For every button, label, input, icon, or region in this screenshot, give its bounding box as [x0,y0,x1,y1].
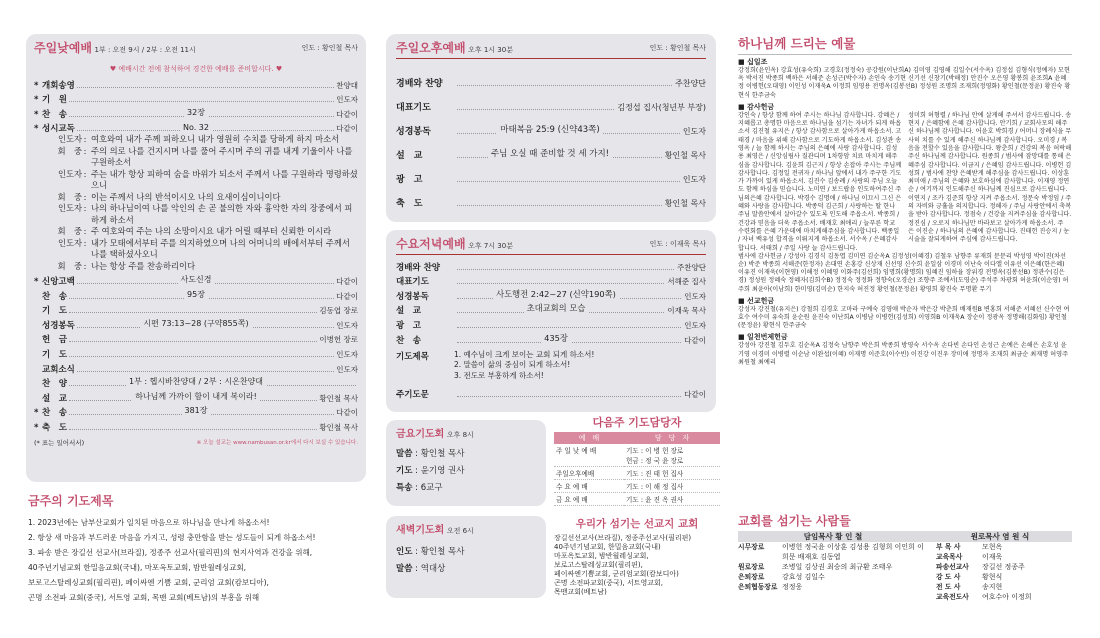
order-mark: * [34,124,39,135]
friday-list [396,446,536,497]
order-center: 1부 : 헵시바찬양대 / 2부 : 시온찬양대 [126,377,266,386]
missions-section [554,516,720,597]
sunday-order-bottom [34,272,358,433]
responsive-text: 나의 하나님이여 나를 악인의 손 곧 불의한 자와 흉악한 자의 장중에서 피하게 하소서 [91,203,353,225]
service-right: 인도자 [682,127,706,136]
thanks-col-right: 성미희 허형렬 / 하나님 안에 살게해 주셔서 감사드립니다. 송현지 / 은혜함에 은혜 감사합니다. 안기희 / 교회사모의 해주신 하나님께 감사합니다. 어윤호 박희경 / 어머니 장례식을 무사히 치를 수 있게 해주신 하나님께 감사합니다. 오미경 / 복음을 전할수 있음을 감사합니다. 왕춘희 / 건강의 복음 허락해주신 하나님께 감사합니다. 원종희 / 범사에 잠망대를 통해 은혜주심 감사합니다. 이금지 / 은혜임 감사드립니다. 이병헌 김성희 / 범사에 찬양 은혜받게 해주심을 감사드립니다. 이상훈 최미애 / 주님의 은혜와 보호하심에 감사합니다. 이재영 정연순 / 여기까지 인도해주신 하나님께 진심으로 감사드립니다. 이연지 / 조카 김준희 항상 지켜 주옵소서. 정문숙 박정임 / 주의 자비와 긍휼을 의지합니다. 정해자 / 주님 사랑안에서 축복을 받아 감사합니다. 정점숙 / 건강을 지켜주심을 감사합니다. 정진심 / 오로지 하나님만 바라보고 살아가게 하옵소서. 주 은 이진순 / 하나님의 은혜에 감사합니다. 진태헌 진승지 / 눈 시술을 잘되게하여 주심에 감사드립니다. [908,111,1072,244]
order-mark: * [34,109,39,120]
thanks-heading: ■ 감사헌금 [738,102,775,111]
service-row [396,273,706,288]
dawn-time: 오전 6시 [446,527,474,535]
next-week-assignee: 기도 : 이 해 정 집사 [626,483,684,491]
dawn-title: 새벽기도회 [396,525,445,536]
order-label [34,421,67,433]
order-row [34,375,358,390]
responsive-text: 내가 모태에서부터 주를 의지하였으며 나의 어머니의 배에서부터 주께서 나를 택하셨사오니 [91,237,350,260]
thanks-col-left: 강인숙 / 항상 함께 하여 주시는 하나님 감사합니다. 강혜은 / 지혜롭고 총명한 마음으로 하나님을 섬기는 자녀가 되게 하옵소서 김진철 유지은 / 항상 감사함으로 살아가게 하옵소서. 고태경 / 마음을 위해 감사함으로 기도하게 하옵소서. 김성관 송영옥 / 늘 함께 하시는 주님의 은혜에 사랑 감사합니다. 김성용 최영은 / 신앙심림사 질관디며 1차항암 치료 마치게 해주심을 감사합니다. 김윤희 김근지 / 항상 손잡아 주시는 주님께 감사합니다. 김정일 전귀자 / 하나님 앞에서 내가 주구한 기도가 가까이 있게 하옵소서. 김진수 김송례 / 사랑의 주님 오늘도 함께 하심을 믿습니다. 노미연 / 보드랍음 인도하여주신 주님의은혜 감사합니다. 박경수 김명애 / 하나님 이끄시 그신 은혜와 사랑을 감사합니다. 박종덕 김근희 / 사랑하는 딸 한나 주님 말씀안에서 살아갈수 있도록 인도해 주옵소서. 박종희 / 건강과 믿음을 더욱 주옵소서. 배재호 최애리 / 늘푸른 학교 수련회를 은혜 가운데에 마치게해주심을 감사합니다. 백종일 / 자녀 백유성 합격을 이뤄지게 하옵소서. 서수옥 / 은혜감사합니다. 서태희 / 주일 사랑 늘 감사드립니다. [738,111,902,252]
service-row [396,113,706,137]
schedule-label: 말씀 [396,449,413,459]
staff-names: 이병헌 정국윤 이상훈 김성용 김형희 이인희 이희문 배재호 김동엽 [782,543,924,561]
service-right: 황인철 목사 [664,151,706,160]
afternoon-header [396,39,706,59]
service-right: 다같이 [684,335,706,345]
wednesday-order [396,258,706,346]
mission-church: 곤명 소전파교회(중국), 서트영교회, [554,579,664,587]
service-label: 성경봉독 [396,291,429,302]
afternoon-order [396,65,706,209]
friday-title: 금요기도회 [396,429,445,440]
staff-names: 이재욱 [982,553,1003,561]
staff-header [738,531,1072,542]
staff-role: 교육전도사 [936,593,969,601]
order-center: 사도신경 [178,275,215,284]
order-label [34,304,67,316]
order-row [34,91,358,106]
responsive-line: 회 중 : 주의 의로 나를 건지시며 나를 풀어 주시며 주의 귀를 내게 기울이사 나를 구원하소서 [34,146,358,169]
prayer-item: 3. 파송 받은 장길선 선교사(브라질), 정종주 선교사(필리핀)의 현지사역과 건강을 위해, [28,548,313,557]
sunday-header [34,39,358,58]
service-right: 황인철 목사 [664,199,706,208]
service-label: 대표기도 [396,103,431,113]
order-center: 32장 [184,108,208,117]
service-row [396,137,706,161]
responsive-speaker: 인도자 [57,203,82,214]
service-label: 광 고 [396,175,423,185]
schedule-value: 황인철 목사 [420,547,465,557]
order-right: 황인철 목사 [319,422,358,432]
order-label [34,79,75,91]
order-row [34,331,358,346]
schedule-label: 기도 [396,466,413,476]
staff-row [738,562,928,572]
schedule-row: 특송 : 6교구 [396,483,443,493]
responsive-line: 회 중 : 주 여호와여 주는 나의 소망이시요 내가 어릴 때부터 신뢰한 이시라 [34,226,358,238]
service-row [396,65,706,89]
thanks-general: 범사에 감사헌금 / 강성아 김경식 김동엽 김미연 김순옥A 김정성(이혜경) 김철우 남향주 류재희 문문리 박성영 박이진(차선순) 박준 박종희 서해준(한정자) 손대연 손홍강 신상재 신선영 신수희 윤일삼 이경미 이난숙 이다엘 이유선 이은혜(한은혜) 이유진 이재욱(이현영) 이해정 이혜영 이화주(김선희) 임명희(황명희) 임혜진 임하율 장위경 전명옥(김봉선B) 정관수(김은경) 정성원 정혜숙 정혜자(김희수B) 정정숙 정정화 정향숙(오경순) 조향주 조예서(도영순) 주석주 차광회 허윤희(이순영) 허주희 최윤아(이남희) 한미영(김미순) 한지숙 허진정 황인철(문정윤) 황영희 황진숙 무명환 무기 [738,252,1069,293]
next-week-assignee: 기도 : 윤 진 옥 권사 [626,496,684,504]
service-label: 성경봉독 [396,127,431,137]
next-week-service: 금 요 예 배 [554,493,624,506]
order-label-text: 축 도 [42,422,67,433]
order-right: 인도자 [336,364,358,374]
schedule-label: 말씀 [396,564,413,574]
service-row [396,302,706,317]
order-mark: * [34,422,39,433]
responsive-text: 주의 의로 나를 건지시며 나를 풀어 주시며 주의 귀를 내게 기울이사 나를 구원하소서 [91,145,353,168]
order-label-text: 신앙고백 [42,276,75,287]
responsive-speaker: 인도자 [57,168,82,179]
order-label [34,333,67,345]
service-row [396,316,706,331]
order-center: 95장 [184,290,208,299]
staff-row [738,582,928,592]
prayer-title: 금주의 기도제목 [28,494,114,508]
order-row [34,105,358,120]
wednesday-prayer-label: 기도제목 [396,351,429,362]
order-label-text: 기 도 [42,349,67,360]
sunday-footnote: (* 표는 일어서서) [34,438,85,447]
order-label-text: 찬 송 [42,291,67,302]
order-label [34,348,67,360]
afternoon-panel [386,34,716,222]
responsive-line: 회 중 : 이는 주께서 나의 반석이시오 나의 요새이심이니이다 [34,192,358,204]
staff-row [738,572,928,582]
afternoon-leader: 인도 : 황인철 목사 [649,43,706,52]
next-week-service: 주일오후예배 [554,467,624,480]
staff-row [936,592,1072,602]
service-row [396,185,706,209]
dawn-list [396,544,536,578]
order-right: 다같이 [336,276,358,286]
service-row [396,161,706,185]
staff-row [936,562,1072,572]
staff-names: 조병일 김상권 최승의 최규환 조태우 [782,563,893,571]
staff-role: 은퇴협동장로 [738,583,778,591]
order-right: 찬양대 [336,80,358,90]
order-label [34,275,75,287]
staff-role: 부 목 사 [936,543,961,551]
service-right: 인도자 [684,320,706,330]
wednesday-title: 수요저녁예배 [396,237,466,251]
staff-names: 정정웅 [782,583,803,591]
service-center: 마태복음 25:9 (신약43쪽) [497,125,602,135]
staff-row [936,572,1072,582]
staff-elders [738,542,928,602]
order-center: No. 32 [180,123,212,132]
afternoon-title: 주일오후예배 [396,41,466,55]
next-week-head: 예 배 [554,432,624,444]
order-row [34,272,358,287]
next-week-section [554,414,720,506]
staff-names: 모현옥 [982,543,1003,551]
next-week-table [554,432,720,506]
service-label: 설 교 [396,306,421,317]
mission-church: 페이싸엔기쁨교회, 군리엄교회(캄보디아) [554,570,679,578]
responsive-speaker: 인도자 [57,237,82,248]
order-label [34,406,67,418]
prayer-item: 보로고스탈레싱교회(필리핀), 페이싸엔 기쁨 교회, 군리엄 교회(캄보디아), [28,578,269,587]
responsive-line: 인도자 : 나의 하나님이여 나를 악인의 손 곧 불의한 자와 흉악한 자의 장중에서 피하게 하소서 [34,203,358,226]
schedule-row: 말씀 : 황인철 목사 [396,449,465,459]
order-label-text: 헌 금 [42,335,67,346]
wednesday-prayer-item: 3. 전도로 부흥하게 하소서! [454,370,544,380]
responsive-speaker: 회 중 [57,226,82,237]
wednesday-leader: 인도 : 이재욱 목사 [649,239,706,248]
order-row [34,418,358,433]
mission-church: 목맨교회(베트남) [554,588,607,596]
staff-role: 은퇴장로 [738,573,765,581]
responsive-text: 이는 주께서 나의 반석이시오 나의 요새이심이니이다 [91,191,281,202]
staff-row [936,542,1072,552]
senior-pastor: 담임목사 황 인 철 [803,532,863,541]
tithe-heading: ■ 십일조 [738,58,768,66]
schedule-row: 인도 : 황인철 목사 [396,547,465,557]
order-row [34,120,358,135]
mission-church: 장길선선교사(브라질), 정종주선교사(필리핀) [554,534,692,542]
service-right: 이재욱 목사 [667,306,706,316]
service-label: 찬 송 [396,335,421,346]
order-row [34,316,358,331]
order-mark: * [34,95,39,106]
schedule-row: 기도 : 윤기영 권사 [396,466,465,476]
staff-names: 여호수아 이정희 [982,593,1032,601]
staff-role: 교육목사 [936,553,963,561]
order-row [34,389,358,404]
service-right: 인도자 [684,291,706,301]
service-row [396,89,706,113]
wednesday-time: 오후 7시 30분 [468,242,513,250]
missions-list [554,534,720,597]
responsive-line: 인도자 : 내가 모태에서부터 주를 의지하였으며 나의 어머니의 배에서부터 주께서 나를 택하셨사오니 [34,238,358,261]
responsive-speaker: 회 중 [57,145,82,156]
sunday-order-top [34,76,358,134]
mission-church: 보로고스탈레싱교회(필리핀), [554,561,643,569]
order-label [34,377,67,389]
order-right: 인도자 [336,349,358,359]
staff-names: 장길선 정종주 [982,563,1025,571]
order-label-text: 기 도 [42,306,67,317]
missions-title: 우리가 섬기는 선교지 교회 [575,518,699,530]
thousand-offering-heading: ■ 일천번제헌금 [738,333,788,342]
sunday-title: 주일낮예배 [34,41,92,55]
service-row [396,287,706,302]
order-row [34,360,358,375]
schedule-value: 윤기영 권사 [420,466,465,476]
order-label [34,392,67,404]
lords-prayer-right: 다같이 [684,389,706,399]
staff-names: 황현식 [982,573,1003,581]
order-label-text: 기 원 [42,95,67,106]
order-mark: * [34,80,39,91]
prayer-item: 곤명 소전파 교회(중국), 서트영 교회, 목맨 교회(베트남)의 부흥을 위해 [28,593,260,602]
order-center: 381장 [182,406,211,415]
schedule-label: 특송 [396,483,413,493]
service-row [396,258,706,273]
order-right: 다같이 [336,109,358,119]
responsive-line: 인도자 : 주는 내가 항상 피하여 숨을 바위가 되소서 주께서 나를 구원하라 명령하셨으니 [34,169,358,192]
friday-time: 오후 8시 [446,431,474,439]
order-label-text: 찬 송 [42,109,67,120]
thanks-columns [738,112,1072,253]
next-week-assignee: 기도 : 이 병 헌 장로 [626,447,684,455]
wednesday-header [396,235,706,255]
staff-row [738,542,928,562]
service-center: 주님 오실 때 준비할 것 세 가지! [488,149,612,159]
order-right: 인도자 [336,320,358,330]
staff-names: 강효성 김일수 [782,573,825,581]
wednesday-panel [386,230,716,412]
sunday-service-panel [26,34,366,482]
staff-role: 원로장로 [738,563,765,571]
order-label [34,122,75,134]
order-right: 이병헌 장로 [319,335,358,345]
staff-ministers [928,542,1072,602]
service-right: 인도자 [682,175,706,184]
staff-role: 시무장로 [738,543,765,551]
responsive-text: 주는 내가 항상 피하여 숨을 바위가 되소서 주께서 나를 구원하라 명령하셨으니 [91,168,358,191]
service-center: 435장 [541,333,571,343]
next-week-service: 수 요 예 배 [554,480,624,493]
prayer-item: 2. 항상 새 마음과 부드러운 마음을 가지고, 성령 충만함을 받는 성도들이 되게 하옵소서! [28,533,316,542]
order-label-text: 찬 송 [42,408,67,419]
order-label-text: 성경봉독 [42,320,75,331]
order-row [34,302,358,317]
dawn-panel [386,516,546,598]
staff-row [936,582,1072,592]
order-center: 하나님께 가까이 함이 내게 복이라! [132,392,260,401]
wednesday-prayer-item: 1. 예수님이 크게 보이는 교회 되게 하소서! [454,349,595,359]
responsive-text: 주 여호와여 주는 나의 소망이시요 내가 어릴 때부터 신뢰한 이시라 [91,226,332,237]
thousand-offering-names: 강성아 강진철 김두호 김순옥A 김정숙 남향주 박은희 박종희 방영숙 서수옥 손다빈 손다인 손성근 손예은 손해은 손호성 윤기영 이경미 이병렬 이순남 이완섭(이혜) 이재명 이준호(이수빈) 이진강 이진우 장미애 정명자 조재희 최금순 최재명 허영주 최원철 최예리 [738,342,1069,366]
order-label-text: 설 교 [42,393,67,404]
service-center: 사도행전 2:42~27 (신약190쪽) [493,289,619,299]
responsive-text: 나는 항상 주를 찬송하리이다 [91,260,196,271]
prayer-section [28,492,368,605]
mission-offering-heading: ■ 선교헌금 [738,296,775,305]
order-right: 다같이 [336,291,358,301]
service-label: 설 교 [396,151,423,161]
offerings-section [738,34,1072,367]
responsive-reading [34,134,358,272]
afternoon-time: 오후 1시 30분 [468,46,513,54]
service-label: 대표기도 [396,277,429,288]
staff-row [936,552,1072,562]
schedule-row: 말씀 : 역대상 [396,564,446,574]
order-right: 다같이 [336,124,358,134]
prayer-item: 40주년기념교회 한밀음교회(국내), 마포옥토교회, 밤반월레싱교회, [28,563,247,572]
schedule-value: 6교구 [420,483,443,493]
service-right: 김정섭 집사(청년부 부장) [617,103,706,112]
mission-offering-names: 강성자 강진철(유지은) 강철희 김경호 고마라 구예숙 김영애 박순자 박은강 박춘희 배재원B 변홍희 서해준 서혜선 신수현 여효수 여수미 유숙희 윤순원 윤진숙 이난희A 이병남 이병헌(김성희) 이영희B 이재욱A 장순이 정광옥 정명해(김화임) 황인철(문정윤) 황현식 한주금숙 [738,305,1070,330]
order-row [34,345,358,360]
sunday-times: 1부 : 오전 9시 / 2부 : 오전 11시 [94,46,196,54]
lords-prayer-row [396,385,706,400]
order-right: 인도자 [336,95,358,105]
order-label [34,319,75,331]
service-right: 서해준 집사 [667,277,706,287]
staff-names: 송지현 [982,583,1003,591]
friday-panel [386,420,546,506]
service-center: 초대교회의 모습 [524,303,589,313]
order-label [34,363,75,375]
responsive-speaker: 인도자 [57,134,82,145]
service-label: 경배와 찬양 [396,79,443,89]
staff-role: 파송선교사 [936,563,969,571]
service-label: 경배와 찬양 [396,262,441,273]
lords-prayer-label: 주기도문 [396,389,429,400]
sunday-note: ♥ 예배시간 전에 참석하여 경건한 예배를 준비합시다. ♥ [109,65,283,73]
order-right: 황인철 목사 [319,393,358,403]
order-row [34,404,358,419]
mission-church: 마포옥토교회, 밤반월레싱교회, [554,552,649,560]
service-right: 주찬양단 [675,79,706,88]
order-label [34,290,67,302]
responsive-speaker: 회 중 [57,260,82,271]
service-right: 주찬양단 [677,262,706,272]
staff-role: 전 도 사 [936,583,961,591]
next-week-head: 담 당 자 [624,432,720,444]
order-label [34,108,67,120]
sunday-preacher: 인도 : 황인철 목사 [301,43,358,52]
staff-title: 교회를 섬기는 사람들 [738,514,851,528]
staff-section [738,512,1072,602]
order-label-text: 개회송영 [42,80,75,91]
order-right: 다같이 [336,408,358,418]
wednesday-prayer-item: 2. 말씀이 삶의 중심이 되게 하소서! [454,360,571,370]
responsive-line: 회 중 : 나는 항상 주를 찬송하리이다 [34,261,358,273]
responsive-speaker: 회 중 [57,191,82,202]
wednesday-prayer [396,350,706,382]
order-mark: * [34,408,39,419]
next-week-title: 다음주 기도담당자 [592,416,682,429]
prayer-list [28,515,368,605]
next-week-assignee: 기도 : 진 태 헌 집사 [626,470,684,478]
service-row [396,331,706,346]
next-week-service: 주 일 낮 예 배 [554,444,624,467]
order-label-text: 성시교독 [42,124,75,135]
tithe-names: 강정희(윤인옥) 강효성(유숙희) 고경호(정정숙) 공강원(이난희A) 김미영 김영해 김일수(서수옥) 김정섭 김형식(정예자) 모현옥 박서진 박종희 백하은 서해준 손성근(박수자) 손인숙 송기현 신기선 신창기(박해정) 안진수 오은영 황봉희 윤조희A 윤혜정 이병헌(오대영) 이인성 이재욱A 이정희 임영용 전명옥(김봉선B) 정성원 조명희 조재희(정영화) 황인철(문정윤) 황진숙 황현식 한주금숙 [738,67,1071,99]
order-center: 시편 73:13~28 (구약855쪽) [140,319,251,328]
mission-church: 40주년기념교회, 한밀음교회(국내) [554,543,661,551]
prayer-item: 1. 2023년에는 남부산교회가 일치된 마음으로 하나님을 만나게 하옵소서! [28,518,270,527]
emeritus-pastor: 원로목사 염 원 식 [970,532,1030,541]
order-label [34,93,67,105]
order-label-text: 교회소식 [42,364,75,375]
order-row [34,76,358,91]
order-right: 김동엽 장로 [319,306,358,316]
responsive-text: 여호와여 내가 주께 피하오니 내가 영원히 수치를 당하게 하지 마소서 [91,134,340,145]
schedule-value: 역대상 [420,564,446,574]
sermon-website-note: ※ 오늘 설교는 www.nambusan.or.kr에서 다시 보실 수 있습니다. [196,439,358,446]
schedule-value: 황인철 목사 [420,449,465,459]
responsive-line: 인도자 : 여호와여 내가 주께 피하오니 내가 영원히 수치를 당하게 하지 마소서 [34,134,358,146]
order-row [34,287,358,302]
next-week-assignee: 헌금 : 정 국 윤 장로 [626,457,684,465]
schedule-label: 인도 [396,547,413,557]
staff-role: 강 도 사 [936,573,961,581]
service-label: 광 고 [396,320,421,331]
offerings-title: 하나님께 드리는 예물 [738,34,1072,55]
order-mark: * [34,276,39,287]
service-label: 축 도 [396,199,423,209]
order-label-text: 찬 양 [42,379,67,390]
